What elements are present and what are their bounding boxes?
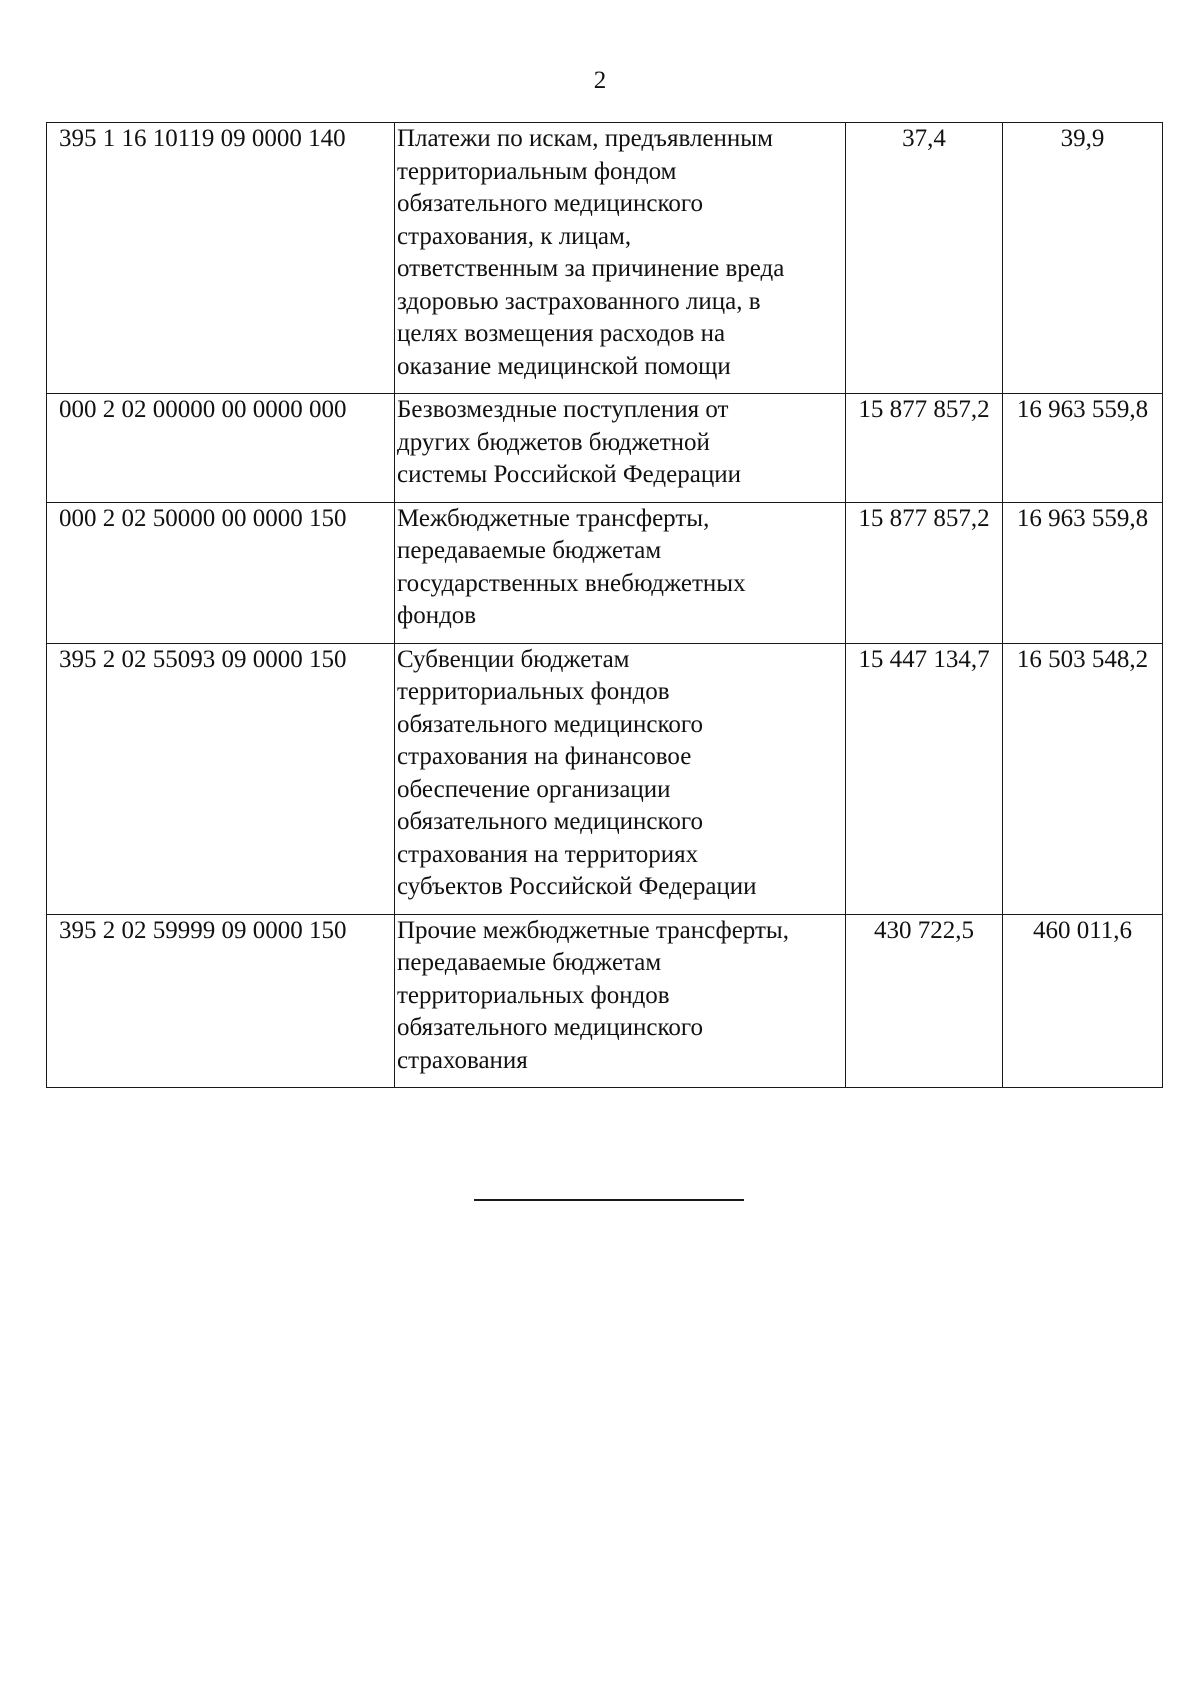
table-row bbox=[47, 502, 1163, 643]
table-row bbox=[47, 394, 1163, 503]
amount-first-cell: 15 447 134,7 bbox=[846, 643, 1003, 914]
budget-code-cell: 000 2 02 50000 00 0000 150 bbox=[47, 502, 395, 643]
revenue-name-cell: Безвозмездные поступления от других бюджетов бюджетной системы Российской Федерации bbox=[395, 394, 846, 503]
budget-code-cell: 395 2 02 59999 09 0000 150 bbox=[47, 914, 395, 1088]
table-row bbox=[47, 914, 1163, 1088]
table-row bbox=[47, 643, 1163, 914]
end-of-document-rule bbox=[474, 1199, 744, 1201]
table-row bbox=[47, 123, 1163, 394]
amount-first-cell: 430 722,5 bbox=[846, 914, 1003, 1088]
amount-second-cell: 16 963 559,8 bbox=[1003, 394, 1163, 503]
amount-second-cell: 16 503 548,2 bbox=[1003, 643, 1163, 914]
amount-second-cell: 16 963 559,8 bbox=[1003, 502, 1163, 643]
budget-code-cell: 000 2 02 00000 00 0000 000 bbox=[47, 394, 395, 503]
revenue-name-cell: Субвенции бюджетам территориальных фондов обязательного медицинского страхования на финансовое обеспечение организации обязательного медицинского страхования на территориях субъектов Российской Федерации bbox=[395, 643, 846, 914]
revenue-name-cell: Платежи по искам, предъявленным территориальным фондом обязательного медицинского страхования, к лицам, ответственным за причинение вреда здоровью застрахованного лица, в целях возмещения расходов на оказание медицинской помощи bbox=[395, 123, 846, 394]
amount-first-cell: 37,4 bbox=[846, 123, 1003, 394]
amount-second-cell: 39,9 bbox=[1003, 123, 1163, 394]
budget-code-cell: 395 1 16 10119 09 0000 140 bbox=[47, 123, 395, 394]
revenue-name-cell: Прочие межбюджетные трансферты, передаваемые бюджетам территориальных фондов обязательного медицинского страхования bbox=[395, 914, 846, 1088]
budget-code-cell: 395 2 02 55093 09 0000 150 bbox=[47, 643, 395, 914]
amount-second-cell: 460 011,6 bbox=[1003, 914, 1163, 1088]
amount-first-cell: 15 877 857,2 bbox=[846, 502, 1003, 643]
budget-table bbox=[46, 122, 1163, 1088]
page-number: 2 bbox=[593, 67, 607, 94]
revenue-name-cell: Межбюджетные трансферты, передаваемые бюджетам государственных внебюджетных фондов bbox=[395, 502, 846, 643]
amount-first-cell: 15 877 857,2 bbox=[846, 394, 1003, 503]
